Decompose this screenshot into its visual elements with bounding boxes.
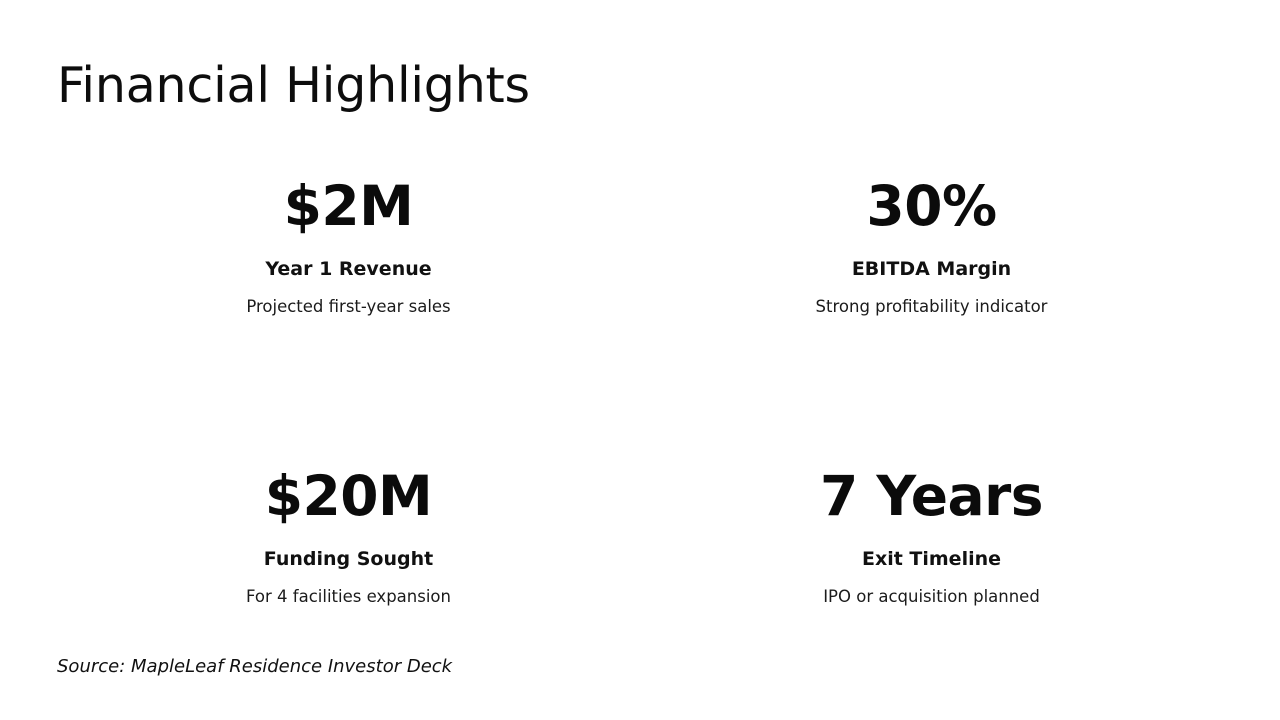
stat-value: 30%: [866, 174, 997, 238]
stat-card-ebitda-margin: [640, 170, 1223, 360]
stat-description: Projected first-year sales: [246, 297, 451, 317]
stat-value: $2M: [283, 174, 414, 238]
page-title: Financial Highlights: [57, 57, 530, 114]
stat-value: 7 Years: [820, 464, 1043, 528]
stat-card-funding-sought: [57, 460, 640, 650]
stat-label: Funding Sought: [263, 548, 434, 571]
stat-label: Exit Timeline: [861, 548, 1002, 571]
stats-grid: [57, 170, 1223, 650]
stat-description: IPO or acquisition planned: [823, 587, 1040, 607]
stat-description: Strong profitability indicator: [815, 297, 1048, 317]
stat-description: For 4 facilities expansion: [246, 587, 451, 607]
stat-card-year-1-revenue: [57, 170, 640, 360]
stat-label: Year 1 Revenue: [265, 258, 432, 281]
stat-value: $20M: [264, 464, 433, 528]
source-note: Source: MapleLeaf Residence Investor Deck: [57, 656, 453, 677]
stat-label: EBITDA Margin: [851, 258, 1012, 281]
stat-card-exit-timeline: [640, 460, 1223, 650]
